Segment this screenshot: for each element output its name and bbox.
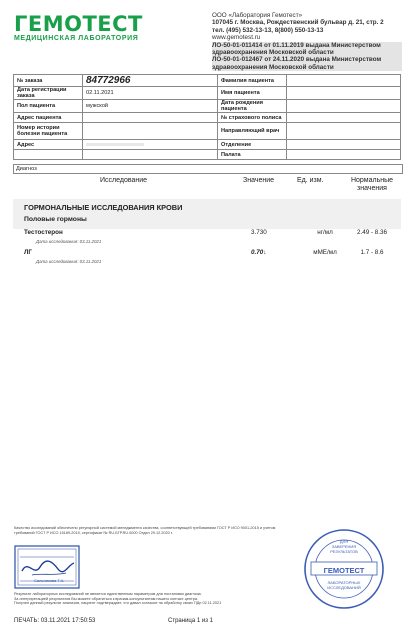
- empty-label: [14, 150, 83, 160]
- license-1: ЛО-50-01-011414 от 01.11.2019 выдана Министерством: [212, 42, 402, 49]
- company-phone: тел. (495) 532-13-13, 8(800) 550-13-13: [212, 26, 324, 34]
- company-logo-subtitle: МЕДИЦИНСКАЯ ЛАБОРАТОРИЯ: [14, 35, 139, 42]
- result-date: Дата исследования: 03.11.2021: [36, 259, 102, 264]
- department-label: Отделение: [218, 140, 287, 150]
- result-name: Тестостерон: [24, 229, 63, 236]
- order-number: 84772966: [86, 75, 131, 86]
- result-date: Дата исследования: 03.11.2021: [36, 239, 102, 244]
- diagnosis-row: Диагноз: [13, 164, 403, 174]
- quality-note: [14, 526, 304, 535]
- empty-value: [83, 150, 218, 160]
- reg-date-value: 02.11.2021: [83, 87, 218, 100]
- table-row: [14, 75, 401, 87]
- department-value: [287, 140, 401, 150]
- history-value: [83, 123, 218, 140]
- company-website: www.gemotest.ru: [212, 34, 261, 42]
- sex-value: мужской: [83, 100, 218, 113]
- table-row: [14, 87, 401, 100]
- license-2-authority: здравоохранения Московской области: [212, 64, 402, 71]
- doctor-value: [287, 123, 401, 140]
- company-logo: ГЕМОТЕСТ: [14, 12, 143, 36]
- reg-date-label: Дата регистрации заказа: [14, 87, 83, 100]
- ward-label: Палата: [218, 150, 287, 160]
- company-details: [212, 12, 402, 71]
- license-1-authority: здравоохранения Московской области: [212, 49, 402, 56]
- col-header-norm-line2: значения: [357, 185, 387, 192]
- sex-label: Пол пациента: [14, 100, 83, 113]
- disclaimer-line1: Результат лабораторных исследований не является единственным параметром для постановки диагноза.: [14, 592, 202, 596]
- order-label: № заказа: [14, 75, 83, 87]
- stamp-bottom-text: ЛАБОРАТОРНЫХ ИССЛЕДОВАНИЙ: [327, 580, 361, 590]
- stamp-top-text: ДЛЯ ЗАВЕРЕНИЯ РЕЗУЛЬТАТОВ: [330, 539, 358, 554]
- disclaimer-line3: Получен данный результат анализов, пациент подтверждает, что давал согласие на обработку своих ПДн 02.11.2021: [14, 601, 222, 606]
- addr-label: Адрес: [14, 140, 83, 150]
- table-row: [14, 140, 401, 150]
- doctor-label: Направляющий врач: [218, 123, 287, 140]
- surname-label: Фамилия пациента: [218, 75, 287, 87]
- company-name: ООО «Лаборатория Гемотест»: [212, 12, 303, 19]
- history-label: Номер истории болезни пациента: [14, 123, 83, 140]
- result-value: 3.730: [251, 229, 267, 236]
- table-row: [14, 123, 401, 140]
- address-label: Адрес пациента: [14, 113, 83, 123]
- col-header-norm-line1: Нормальные: [350, 177, 394, 184]
- order-value: [83, 75, 218, 87]
- subsection-title: Половые гормоны: [24, 216, 87, 223]
- result-unit: нг/мл: [317, 229, 333, 236]
- col-header-norm: [349, 177, 395, 193]
- address-value: [83, 113, 218, 123]
- signature-name: Сальникова Т.А.: [34, 578, 65, 583]
- result-norm: 1.7 - 8.6: [360, 249, 384, 256]
- col-header-unit: Ед. изм.: [297, 177, 324, 184]
- patient-info-table: [13, 74, 401, 160]
- redacted-address: [86, 143, 144, 146]
- section-title: ГОРМОНАЛЬНЫЕ ИССЛЕДОВАНИЯ КРОВИ: [24, 203, 183, 212]
- result-norm: 2.49 - 8.36: [356, 229, 388, 236]
- result-unit: мМЕ/мл: [313, 249, 337, 256]
- surname-value: [287, 75, 401, 87]
- page-number: Страница 1 из 1: [168, 618, 213, 624]
- insurance-label: № страхового полиса: [218, 113, 287, 123]
- table-row: [14, 150, 401, 160]
- table-row: [14, 100, 401, 113]
- result-value-flagged: 0.70↓: [251, 249, 267, 256]
- name-value: [287, 87, 401, 100]
- name-label: Имя пациента: [218, 87, 287, 100]
- birth-value: [287, 100, 401, 113]
- table-row: [14, 113, 401, 123]
- col-header-test: Исследование: [100, 177, 148, 184]
- stamp-center-text: ГЕМОТЕСТ: [323, 566, 365, 575]
- quality-note-line1: Качество исследований обеспечено регулярной системой менеджмента качества, соответствующей требованиям ГОСТ Р ИСО 9001-2015 и учетом: [14, 526, 276, 530]
- ward-value: [287, 150, 401, 160]
- birth-label: Дата рождения пациента: [218, 100, 287, 113]
- print-timestamp: ПЕЧАТЬ: 03.11.2021 17:50:53: [14, 618, 96, 624]
- license-2: ЛО-50-01-012467 от 24.11.2020 выдана Министерством: [212, 56, 402, 63]
- disclaimer: [14, 592, 304, 606]
- insurance-value: [287, 113, 401, 123]
- quality-note-line2: требований ГОСТ Р ИСО 15189-2015, сертификат № RU.БГР.RU.0000 Отдел 29.12.2020 г.: [14, 530, 173, 535]
- col-header-value: Значение: [243, 177, 275, 184]
- addr-value: [83, 140, 218, 150]
- disclaimer-line2: За интерпретацией результатов Вы можете обратиться к врачам-консультантам нашего контакт-центра.: [14, 596, 199, 601]
- company-address: 107045 г. Москва, Рождественский бульвар д. 21, стр. 2: [212, 19, 384, 27]
- result-name: ЛГ: [24, 249, 32, 256]
